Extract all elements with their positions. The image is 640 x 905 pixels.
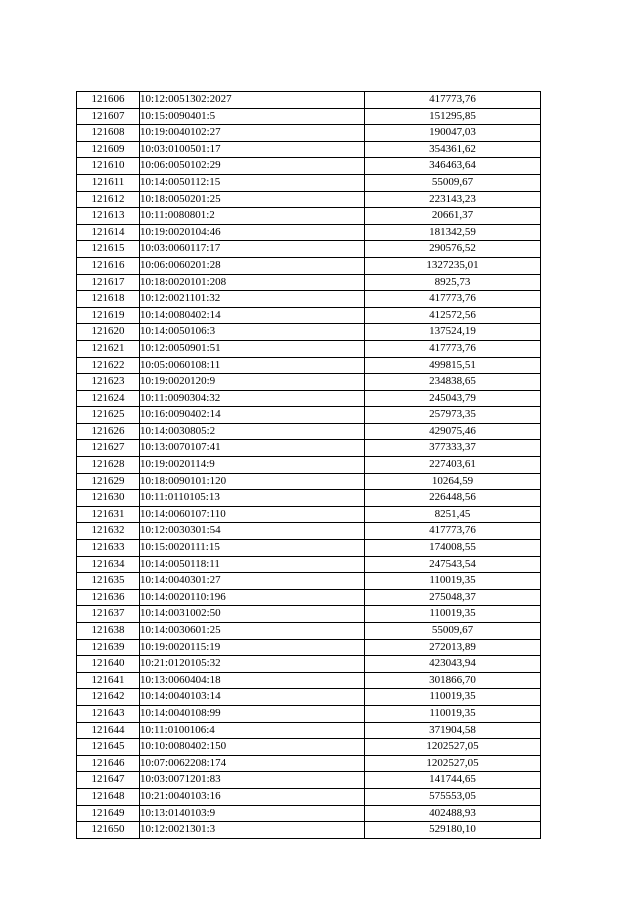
row-id: 121636: [77, 589, 140, 606]
amount-value: 417773,76: [365, 291, 541, 308]
table-row: [77, 772, 541, 789]
table-row: [77, 174, 541, 191]
amount-value: 1202527,05: [365, 755, 541, 772]
table-row: [77, 191, 541, 208]
amount-value: 110019,35: [365, 689, 541, 706]
row-id: 121642: [77, 689, 140, 706]
cadastral-number: 10:14:0040301:27: [140, 573, 365, 590]
table-row: [77, 357, 541, 374]
table-row: [77, 108, 541, 125]
cadastral-number: 10:07:0062208:174: [140, 755, 365, 772]
table-row: [77, 606, 541, 623]
cadastral-number: 10:11:0090304:32: [140, 390, 365, 407]
row-id: 121646: [77, 755, 140, 772]
table-row: [77, 274, 541, 291]
row-id: 121650: [77, 822, 140, 839]
table-row: [77, 556, 541, 573]
row-id: 121645: [77, 739, 140, 756]
amount-value: 402488,93: [365, 805, 541, 822]
table-body: [77, 92, 541, 839]
row-id: 121613: [77, 208, 140, 225]
cadastral-number: 10:19:0020104:46: [140, 224, 365, 241]
row-id: 121640: [77, 656, 140, 673]
table-row: [77, 739, 541, 756]
cadastral-number: 10:11:0110105:13: [140, 490, 365, 507]
amount-value: 499815,51: [365, 357, 541, 374]
amount-value: 181342,59: [365, 224, 541, 241]
row-id: 121612: [77, 191, 140, 208]
table-row: [77, 672, 541, 689]
table-row: [77, 457, 541, 474]
table-row: [77, 805, 541, 822]
table-row: [77, 589, 541, 606]
row-id: 121620: [77, 324, 140, 341]
row-id: 121616: [77, 257, 140, 274]
amount-value: 423043,94: [365, 656, 541, 673]
row-id: 121634: [77, 556, 140, 573]
cadastral-number: 10:10:0080402:150: [140, 739, 365, 756]
cadastral-number: 10:15:0090401:5: [140, 108, 365, 125]
row-id: 121644: [77, 722, 140, 739]
table-row: [77, 440, 541, 457]
amount-value: 529180,10: [365, 822, 541, 839]
amount-value: 575553,05: [365, 788, 541, 805]
table-row: [77, 473, 541, 490]
cadastral-number: 10:14:0050118:11: [140, 556, 365, 573]
table-row: [77, 822, 541, 839]
table-row: [77, 407, 541, 424]
row-id: 121606: [77, 92, 140, 109]
amount-value: 8251,45: [365, 506, 541, 523]
amount-value: 417773,76: [365, 92, 541, 109]
amount-value: 110019,35: [365, 573, 541, 590]
table-row: [77, 158, 541, 175]
cadastral-number: 10:14:0050106:3: [140, 324, 365, 341]
table-row: [77, 788, 541, 805]
row-id: 121607: [77, 108, 140, 125]
cadastral-number: 10:14:0020110:196: [140, 589, 365, 606]
amount-value: 301866,70: [365, 672, 541, 689]
cadastral-number: 10:12:0021301:3: [140, 822, 365, 839]
cadastral-number: 10:19:0040102:27: [140, 125, 365, 142]
cadastral-number: 10:18:0050201:25: [140, 191, 365, 208]
cadastral-number: 10:19:0020114:9: [140, 457, 365, 474]
table-row: [77, 656, 541, 673]
table-row: [77, 241, 541, 258]
cadastral-number: 10:14:0080402:14: [140, 307, 365, 324]
cadastral-number: 10:06:0060201:28: [140, 257, 365, 274]
row-id: 121628: [77, 457, 140, 474]
cadastral-number: 10:12:0051302:2027: [140, 92, 365, 109]
amount-value: 226448,56: [365, 490, 541, 507]
amount-value: 1202527,05: [365, 739, 541, 756]
amount-value: 223143,23: [365, 191, 541, 208]
cadastral-number: 10:03:0071201:83: [140, 772, 365, 789]
table-row: [77, 423, 541, 440]
table-row: [77, 257, 541, 274]
row-id: 121618: [77, 291, 140, 308]
cadastral-number: 10:05:0060108:11: [140, 357, 365, 374]
amount-value: 247543,54: [365, 556, 541, 573]
table-row: [77, 390, 541, 407]
cadastral-number: 10:03:0060117:17: [140, 241, 365, 258]
cadastral-table: [76, 91, 541, 839]
cadastral-number: 10:14:0040103:14: [140, 689, 365, 706]
row-id: 121638: [77, 623, 140, 640]
table-row: [77, 141, 541, 158]
amount-value: 55009,67: [365, 174, 541, 191]
table-row: [77, 224, 541, 241]
amount-value: 151295,85: [365, 108, 541, 125]
table-row: [77, 722, 541, 739]
row-id: 121641: [77, 672, 140, 689]
cadastral-number: 10:19:0020120:9: [140, 374, 365, 391]
cadastral-number: 10:14:0031002:50: [140, 606, 365, 623]
amount-value: 417773,76: [365, 340, 541, 357]
table-row: [77, 523, 541, 540]
cadastral-number: 10:12:0021101:32: [140, 291, 365, 308]
amount-value: 272013,89: [365, 639, 541, 656]
row-id: 121627: [77, 440, 140, 457]
row-id: 121648: [77, 788, 140, 805]
row-id: 121633: [77, 540, 140, 557]
cadastral-number: 10:06:0050102:29: [140, 158, 365, 175]
table-row: [77, 506, 541, 523]
amount-value: 275048,37: [365, 589, 541, 606]
amount-value: 137524,19: [365, 324, 541, 341]
cadastral-number: 10:18:0090101:120: [140, 473, 365, 490]
amount-value: 354361,62: [365, 141, 541, 158]
cadastral-number: 10:18:0020101:208: [140, 274, 365, 291]
amount-value: 174008,55: [365, 540, 541, 557]
cadastral-number: 10:19:0020115:19: [140, 639, 365, 656]
table-row: [77, 540, 541, 557]
amount-value: 110019,35: [365, 606, 541, 623]
table-row: [77, 208, 541, 225]
table-row: [77, 307, 541, 324]
table-row: [77, 573, 541, 590]
amount-value: 8925,73: [365, 274, 541, 291]
amount-value: 234838,65: [365, 374, 541, 391]
amount-value: 377333,37: [365, 440, 541, 457]
cadastral-number: 10:11:0100106:4: [140, 722, 365, 739]
table-row: [77, 125, 541, 142]
cadastral-number: 10:12:0050901:51: [140, 340, 365, 357]
row-id: 121611: [77, 174, 140, 191]
amount-value: 257973,35: [365, 407, 541, 424]
cadastral-number: 10:21:0040103:16: [140, 788, 365, 805]
row-id: 121625: [77, 407, 140, 424]
row-id: 121649: [77, 805, 140, 822]
cadastral-number: 10:11:0080801:2: [140, 208, 365, 225]
cadastral-number: 10:14:0050112:15: [140, 174, 365, 191]
amount-value: 417773,76: [365, 523, 541, 540]
amount-value: 346463,64: [365, 158, 541, 175]
row-id: 121621: [77, 340, 140, 357]
row-id: 121637: [77, 606, 140, 623]
row-id: 121639: [77, 639, 140, 656]
cadastral-number: 10:16:0090402:14: [140, 407, 365, 424]
row-id: 121608: [77, 125, 140, 142]
row-id: 121623: [77, 374, 140, 391]
table-row: [77, 340, 541, 357]
table-row: [77, 639, 541, 656]
amount-value: 10264,59: [365, 473, 541, 490]
amount-value: 429075,46: [365, 423, 541, 440]
table-row: [77, 490, 541, 507]
cadastral-number: 10:15:0020111:15: [140, 540, 365, 557]
table-row: [77, 324, 541, 341]
amount-value: 110019,35: [365, 705, 541, 722]
amount-value: 1327235,01: [365, 257, 541, 274]
cadastral-number: 10:13:0060404:18: [140, 672, 365, 689]
table-row: [77, 623, 541, 640]
amount-value: 371904,58: [365, 722, 541, 739]
cadastral-number: 10:21:0120105:32: [140, 656, 365, 673]
table-row: [77, 291, 541, 308]
row-id: 121635: [77, 573, 140, 590]
row-id: 121610: [77, 158, 140, 175]
row-id: 121631: [77, 506, 140, 523]
amount-value: 245043,79: [365, 390, 541, 407]
row-id: 121643: [77, 705, 140, 722]
amount-value: 141744,65: [365, 772, 541, 789]
row-id: 121617: [77, 274, 140, 291]
row-id: 121630: [77, 490, 140, 507]
cadastral-number: 10:12:0030301:54: [140, 523, 365, 540]
cadastral-number: 10:14:0030601:25: [140, 623, 365, 640]
row-id: 121624: [77, 390, 140, 407]
amount-value: 190047,03: [365, 125, 541, 142]
cadastral-number: 10:13:0070107:41: [140, 440, 365, 457]
table-row: [77, 374, 541, 391]
row-id: 121609: [77, 141, 140, 158]
table-row: [77, 92, 541, 109]
cadastral-number: 10:13:0140103:9: [140, 805, 365, 822]
row-id: 121632: [77, 523, 140, 540]
amount-value: 55009,67: [365, 623, 541, 640]
table-row: [77, 755, 541, 772]
amount-value: 227403,61: [365, 457, 541, 474]
amount-value: 20661,37: [365, 208, 541, 225]
row-id: 121629: [77, 473, 140, 490]
amount-value: 290576,52: [365, 241, 541, 258]
cadastral-number: 10:14:0060107:110: [140, 506, 365, 523]
row-id: 121619: [77, 307, 140, 324]
row-id: 121647: [77, 772, 140, 789]
row-id: 121614: [77, 224, 140, 241]
row-id: 121615: [77, 241, 140, 258]
row-id: 121622: [77, 357, 140, 374]
amount-value: 412572,56: [365, 307, 541, 324]
cadastral-number: 10:03:0100501:17: [140, 141, 365, 158]
table-row: [77, 689, 541, 706]
cadastral-number: 10:14:0030805:2: [140, 423, 365, 440]
table-row: [77, 705, 541, 722]
cadastral-number: 10:14:0040108:99: [140, 705, 365, 722]
row-id: 121626: [77, 423, 140, 440]
